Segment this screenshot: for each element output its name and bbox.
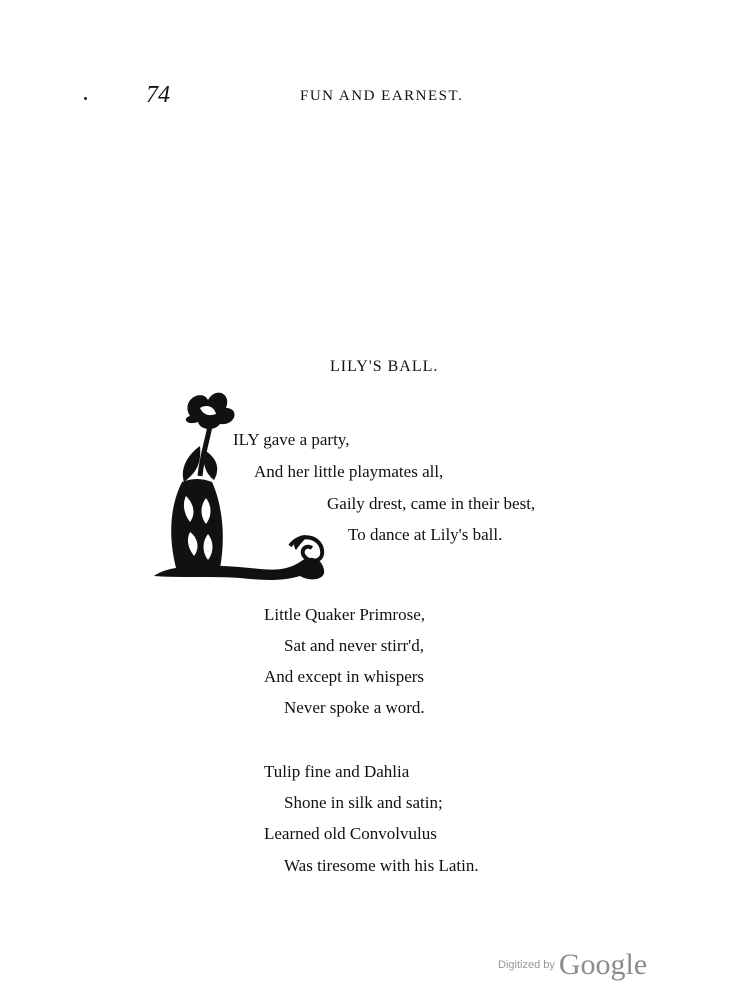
poem-line: And her little playmates all, — [254, 462, 444, 481]
page-number: 74 — [146, 82, 170, 108]
poem-title: LILY'S BALL. — [330, 358, 439, 375]
poem-line: Sat and never stirr'd, — [284, 636, 424, 655]
digitized-by-google-watermark — [498, 948, 647, 982]
poem-line: Never spoke a word. — [284, 698, 425, 717]
poem-line: To dance at Lily's ball. — [348, 525, 503, 544]
poem-line: Shone in silk and satin; — [284, 793, 443, 812]
ornamental-lily-letter-L-icon — [150, 386, 330, 586]
running-header: FUN AND EARNEST. — [300, 88, 464, 104]
poem-line: Gaily drest, came in their best, — [327, 494, 536, 513]
poem-line: Tulip fine and Dahlia — [264, 762, 410, 781]
google-logo: Google — [558, 948, 648, 981]
digitized-label: Digitized by — [498, 959, 555, 971]
poem-line: Learned old Convolvulus — [264, 824, 437, 843]
poem-line: ILY gave a party, — [233, 430, 350, 449]
poem-line: Was tiresome with his Latin. — [284, 856, 479, 875]
poem-line: And except in whispers — [264, 667, 425, 686]
poem-line: Little Quaker Primrose, — [264, 605, 425, 624]
scan-speck — [84, 97, 87, 100]
